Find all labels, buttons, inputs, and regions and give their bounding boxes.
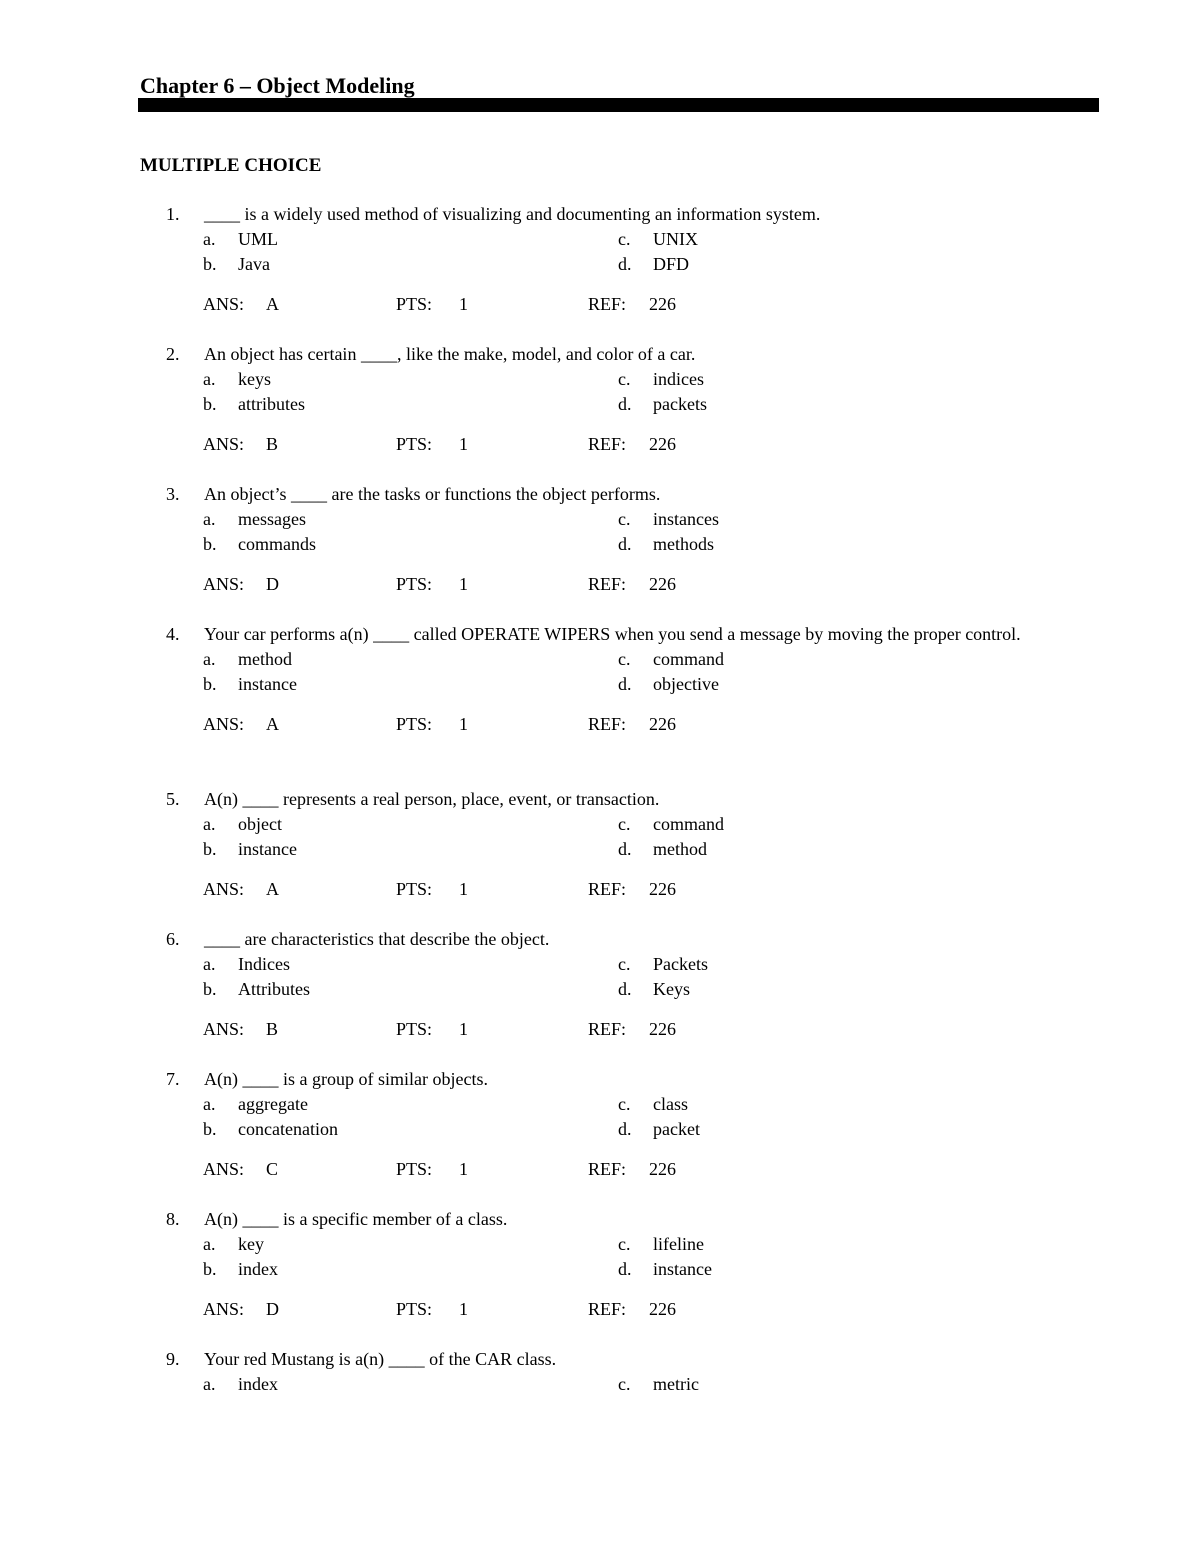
- answer-option: [203, 507, 306, 532]
- ans-label: ANS:: [203, 434, 245, 454]
- option-letter: d.: [618, 394, 632, 414]
- question-number: 2.: [166, 344, 180, 364]
- option-letter: b.: [203, 394, 217, 414]
- option-text: instances: [653, 509, 719, 529]
- option-letter: d.: [618, 1259, 632, 1279]
- title-rule: [138, 98, 1099, 112]
- pts-label: PTS:: [396, 574, 433, 594]
- answer-option: [203, 1372, 278, 1397]
- ans-value: A: [266, 294, 279, 314]
- answer-option: [203, 952, 290, 977]
- ref-value: 226: [649, 1299, 676, 1319]
- pts-label: PTS:: [396, 434, 433, 454]
- option-letter: a.: [203, 649, 216, 669]
- answer-option: [203, 392, 305, 417]
- question-number: 8.: [166, 1209, 180, 1229]
- pts-value: 1: [459, 714, 468, 734]
- option-text: Java: [238, 254, 270, 274]
- ans-label: ANS:: [203, 1019, 245, 1039]
- pts-label: PTS:: [396, 1019, 433, 1039]
- answer-option: [618, 252, 689, 277]
- question-text: A(n) ____ represents a real person, place, event, or transaction.: [204, 789, 660, 809]
- question-text: An object has certain ____, like the make, model, and color of a car.: [204, 344, 696, 364]
- option-letter: b.: [203, 674, 217, 694]
- answer-option: [203, 672, 297, 697]
- pts-value: 1: [459, 1019, 468, 1039]
- answer-option: [618, 507, 719, 532]
- option-letter: a.: [203, 1374, 216, 1394]
- ref-label: REF:: [588, 1159, 627, 1179]
- pts-value: 1: [459, 434, 468, 454]
- option-letter: d.: [618, 839, 632, 859]
- option-text: indices: [653, 369, 704, 389]
- option-letter: d.: [618, 674, 632, 694]
- option-letter: c.: [618, 954, 631, 974]
- answer-option: [618, 952, 708, 977]
- option-letter: b.: [203, 979, 217, 999]
- option-letter: b.: [203, 534, 217, 554]
- ref-label: REF:: [588, 714, 627, 734]
- answer-option: [618, 812, 724, 837]
- pts-label: PTS:: [396, 1159, 433, 1179]
- option-text: commands: [238, 534, 316, 554]
- option-text: instance: [653, 1259, 712, 1279]
- option-letter: c.: [618, 369, 631, 389]
- ans-value: A: [266, 879, 279, 899]
- option-letter: d.: [618, 254, 632, 274]
- ref-value: 226: [649, 294, 676, 314]
- answer-option: [203, 837, 297, 862]
- option-letter: c.: [618, 229, 631, 249]
- option-letter: b.: [203, 1259, 217, 1279]
- ref-value: 226: [649, 879, 676, 899]
- option-letter: c.: [618, 1094, 631, 1114]
- ans-label: ANS:: [203, 879, 245, 899]
- option-letter: b.: [203, 254, 217, 274]
- answer-option: [618, 1257, 712, 1282]
- ans-label: ANS:: [203, 574, 245, 594]
- pts-label: PTS:: [396, 294, 433, 314]
- ans-value: B: [266, 434, 279, 454]
- option-text: aggregate: [238, 1094, 308, 1114]
- pts-value: 1: [459, 1299, 468, 1319]
- ans-value: D: [266, 574, 279, 594]
- option-text: Keys: [653, 979, 690, 999]
- option-letter: b.: [203, 1119, 217, 1139]
- question-number: 9.: [166, 1349, 180, 1369]
- question-number: 7.: [166, 1069, 180, 1089]
- ans-label: ANS:: [203, 294, 245, 314]
- question-text: Your car performs a(n) ____ called OPERATE WIPERS when you send a message by moving the proper control.: [204, 624, 1021, 644]
- answer-option: [203, 252, 270, 277]
- option-text: Indices: [238, 954, 290, 974]
- option-letter: d.: [618, 1119, 632, 1139]
- option-text: instance: [238, 839, 297, 859]
- answer-option: [618, 1117, 700, 1142]
- option-text: object: [238, 814, 282, 834]
- question-text: A(n) ____ is a group of similar objects.: [204, 1069, 488, 1089]
- answer-option: [618, 532, 714, 557]
- ans-value: B: [266, 1019, 279, 1039]
- answer-option: [203, 977, 310, 1002]
- ans-label: ANS:: [203, 1299, 245, 1319]
- option-letter: a.: [203, 1234, 216, 1254]
- ref-value: 226: [649, 714, 676, 734]
- pts-value: 1: [459, 1159, 468, 1179]
- ref-label: REF:: [588, 1299, 627, 1319]
- option-text: command: [653, 814, 724, 834]
- ref-label: REF:: [588, 879, 627, 899]
- ans-label: ANS:: [203, 714, 245, 734]
- answer-option: [203, 1232, 264, 1257]
- pts-value: 1: [459, 574, 468, 594]
- answer-option: [203, 1092, 308, 1117]
- question-number: 4.: [166, 624, 180, 644]
- option-letter: b.: [203, 839, 217, 859]
- question-text: Your red Mustang is a(n) ____ of the CAR class.: [204, 1349, 557, 1369]
- option-text: UNIX: [653, 229, 698, 249]
- answer-option: [618, 367, 704, 392]
- ref-label: REF:: [588, 1019, 627, 1039]
- option-text: methods: [653, 534, 714, 554]
- ans-label: ANS:: [203, 1159, 245, 1179]
- option-text: DFD: [653, 254, 690, 274]
- ref-label: REF:: [588, 434, 627, 454]
- question-text: A(n) ____ is a specific member of a class.: [204, 1209, 508, 1229]
- option-letter: a.: [203, 369, 216, 389]
- option-text: key: [238, 1234, 264, 1254]
- option-text: index: [238, 1259, 278, 1279]
- option-letter: a.: [203, 1094, 216, 1114]
- question-text: ____ are characteristics that describe the object.: [204, 929, 550, 949]
- option-letter: c.: [618, 1374, 631, 1394]
- option-letter: c.: [618, 1234, 631, 1254]
- option-text: metric: [653, 1374, 699, 1394]
- option-text: index: [238, 1374, 278, 1394]
- answer-option: [203, 812, 282, 837]
- option-text: method: [653, 839, 707, 859]
- option-letter: a.: [203, 229, 216, 249]
- option-text: Packets: [653, 954, 708, 974]
- option-text: messages: [238, 509, 306, 529]
- ans-value: A: [266, 714, 279, 734]
- answer-option: [618, 1372, 699, 1397]
- option-text: UML: [238, 229, 278, 249]
- option-letter: a.: [203, 509, 216, 529]
- ref-label: REF:: [588, 294, 627, 314]
- option-text: attributes: [238, 394, 305, 414]
- option-text: objective: [653, 674, 719, 694]
- answer-option: [618, 1232, 704, 1257]
- ans-value: D: [266, 1299, 279, 1319]
- option-text: Attributes: [238, 979, 310, 999]
- ref-value: 226: [649, 434, 676, 454]
- option-letter: a.: [203, 954, 216, 974]
- answer-option: [618, 837, 707, 862]
- option-letter: a.: [203, 814, 216, 834]
- answer-option: [203, 227, 278, 252]
- answer-option: [203, 367, 271, 392]
- option-letter: d.: [618, 534, 632, 554]
- pts-label: PTS:: [396, 1299, 433, 1319]
- option-text: packets: [653, 394, 707, 414]
- answer-option: [203, 1117, 338, 1142]
- answer-option: [618, 1092, 688, 1117]
- option-letter: d.: [618, 979, 632, 999]
- option-text: packet: [653, 1119, 700, 1139]
- question-number: 5.: [166, 789, 180, 809]
- option-text: lifeline: [653, 1234, 704, 1254]
- option-letter: c.: [618, 509, 631, 529]
- ref-value: 226: [649, 1019, 676, 1039]
- question-number: 6.: [166, 929, 180, 949]
- option-text: class: [653, 1094, 688, 1114]
- option-text: concatenation: [238, 1119, 338, 1139]
- option-letter: c.: [618, 649, 631, 669]
- option-text: instance: [238, 674, 297, 694]
- section-heading: MULTIPLE CHOICE: [140, 155, 322, 176]
- pts-value: 1: [459, 879, 468, 899]
- answer-option: [203, 1257, 278, 1282]
- option-text: keys: [238, 369, 271, 389]
- question-number: 3.: [166, 484, 180, 504]
- pts-label: PTS:: [396, 714, 433, 734]
- ans-value: C: [266, 1159, 279, 1179]
- page-title: Chapter 6 – Object Modeling: [140, 73, 415, 98]
- answer-option: [618, 672, 719, 697]
- question-text: ____ is a widely used method of visualizing and documenting an information system.: [204, 204, 821, 224]
- answer-option: [618, 392, 707, 417]
- ref-value: 226: [649, 574, 676, 594]
- answer-option: [618, 977, 690, 1002]
- ref-value: 226: [649, 1159, 676, 1179]
- pts-label: PTS:: [396, 879, 433, 899]
- answer-option: [203, 647, 292, 672]
- answer-option: [618, 227, 698, 252]
- pts-value: 1: [459, 294, 468, 314]
- option-text: command: [653, 649, 724, 669]
- question-number: 1.: [166, 204, 180, 224]
- option-letter: c.: [618, 814, 631, 834]
- answer-option: [203, 532, 316, 557]
- question-text: An object’s ____ are the tasks or functions the object performs.: [204, 484, 661, 504]
- ref-label: REF:: [588, 574, 627, 594]
- answer-option: [618, 647, 724, 672]
- option-text: method: [238, 649, 292, 669]
